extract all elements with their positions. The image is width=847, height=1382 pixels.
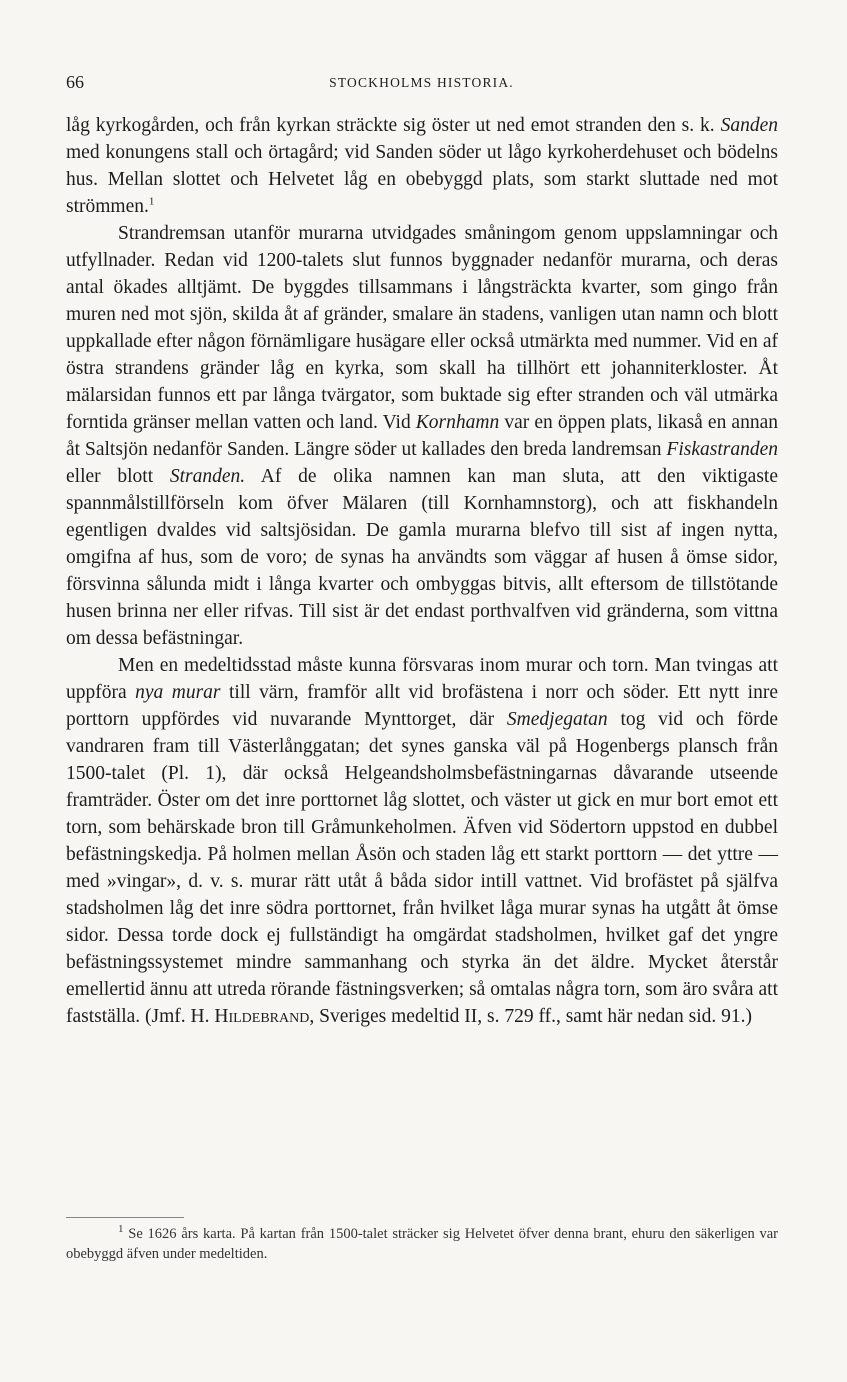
page-number: 66 [66,72,84,92]
text-run: Strandremsan utanför murarna utvidgades småningom genom uppslamningar och utfyllnader. Redan vid 1200-talets slut funnos byggnader nedanför murarna, och deras antal ökades alltjämt. De byggdes tillsammans i långsträckta kvarter, som gingo från muren ned mot sjön, skilda åt af gränder, smalare än stadens, vanligen utan namn och blott uppkallade efter någon förnämligare husägare eller också utmärkta med nummer. Vid en af östra strandens gränder låg en kyrka, som skall ha tillhört ett johanniterkloster. Åt mälarsidan funnos ett par långa tvärgator, som buktade sig efter stranden och väl utmärka forntida gränser mellan vatten och land. Vid [66,223,778,433]
italic-text: Kornhamn [415,412,500,433]
italic-text: Smedjegatan [506,709,608,730]
italic-text: Sanden [720,115,778,136]
paragraph [66,652,778,1030]
paragraph [66,220,778,652]
text-run: , Sveriges medeltid II, s. 729 ff., samt här nedan sid. 91.) [309,1006,752,1027]
text-run: Af de olika namnen kan man sluta, att den viktigaste spannmålstillförseln kom öfver Mälaren (till Kornhamnstorg), och att fiskhandeln egentligen dvaldes vid saltsjösidan. De gamla murarna blefvo till sist af ingen nytta, omgifna af hus, som de voro; de synas ha användts som väggar af husen å ömse sidor, försvinna sålunda midt i långa kvarter och ombyggas bitvis, allt eftersom de tillstötande husen brinna ner eller rifvas. Till sist är det endast porthvalfven vid gränderna, som vittna om dessa befästningar. [66,466,778,649]
italic-text: nya murar [135,682,221,703]
footnote-mark: 1 [118,1223,124,1236]
footnote-text: Se 1626 års karta. På kartan från 1500-talet sträcker sig Helvetet öfver denna brant, ehuru den säkerligen var obebyggd äfven under medeltiden. [66,1226,778,1262]
text-run: var en öppen plats, likaså en annan åt Saltsjön nedanför Sanden. Längre söder ut kallades den breda landremsan [66,412,778,460]
text-run: till värn, framför allt vid brofästena i norr och söder. Ett nytt inre porttorn uppfördes vid nuvarande Mynttorget, där [66,682,778,730]
text-run: eller blott [66,466,170,487]
text-run: med konungens stall och örtagård; vid Sanden söder ut lågo kyrkoherdehuset och bödelns hus. Mellan slottet och Helvetet låg en obebyggd plats, som starkt sluttade ned mot strömmen. [66,142,778,217]
page-header [66,72,777,98]
text-run: Men en medeltidsstad måste kunna försvaras inom murar och torn. Man tvingas att uppföra [66,655,778,703]
footnote-rule [66,1217,184,1218]
running-title: STOCKHOLMS HISTORIA. [329,75,514,90]
paragraph [66,112,778,220]
smallcaps-name: Hildebrand [214,1006,310,1027]
italic-text: Fiskastranden [666,439,778,460]
text-run: tog vid och förde vandraren fram till Västerlånggatan; det synes ganska väl på Hogenbergs plansch från 1500-talet (Pl. 1), där också Helgeandsholmsbefästningarnas dåvarande utseende framträder. Öster om det inre porttornet låg slottet, och väster ut gick en mur bort emot ett torn, som behärskade bron till Gråmunkeholmen. Äfven vid Södertorn uppstod en dubbel befästningskedja. På holmen mellan Åsön och staden låg ett starkt porttorn — det yttre — med »vingar», d. v. s. murar rätt utåt å båda sidor intill vattnet. Vid brofästet på själfva stadsholmen låg det inre södra porttornet, från hvilket låga murar synas ha utgått åt ömse sidor. Dessa torde dock ej fullständigt ha omgärdat stadsholmen, hvilket gaf det yngre befästningssystemet mindre sammanhang och styrka än det äldre. Mycket återstår emellertid ännu att utreda rörande fästningsverken; så omtalas några torn, som äro svåra att fastställa. (Jmf. H. [66,709,779,1027]
text-run: låg kyrkogården, och från kyrkan sträckte sig öster ut ned emot stranden den s. k. [66,115,721,136]
italic-text: Stranden. [169,466,246,487]
footnote [66,1224,778,1264]
body-text [66,112,778,1030]
footnote-reference: 1 [148,195,155,208]
